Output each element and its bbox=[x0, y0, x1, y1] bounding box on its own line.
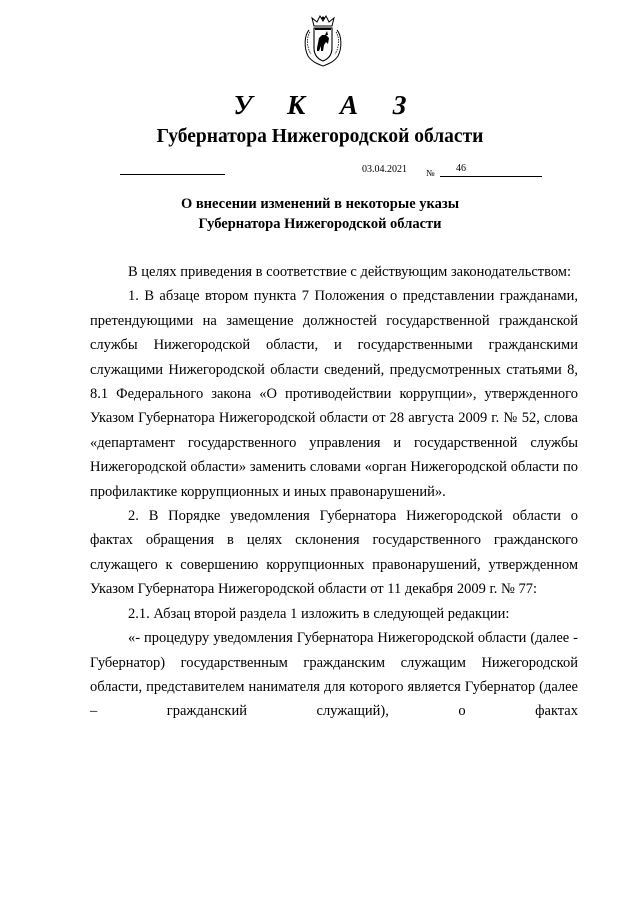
issuer-title: Губернатора Нижегородской области bbox=[156, 126, 484, 147]
number-line bbox=[440, 176, 542, 177]
paragraph-2: 2. В Порядке уведомления Губернатора Нижегородской области о фактах обращения в целях склонения государственного гражданского служащего к совершению коррупционных правонарушений, утвержденном Указом Губернатора Нижегородской области от 11 декабря 2009 г. № 77: bbox=[90, 508, 578, 598]
subject-line-2: Губернатора Нижегородской области bbox=[198, 216, 442, 232]
paragraph-quote: «- процедуру уведомления Губернатора Нижегородской области (далее - Губернатор) государственным гражданским служащим Нижегородской области, представителем нанимателя для которого является Губернатор (далее – гражданский служащий), о фактах bbox=[90, 630, 578, 720]
document-type-title: У К А З bbox=[233, 90, 421, 120]
document-date: 03.04.2021 bbox=[362, 164, 407, 175]
signature-date-line bbox=[120, 174, 225, 175]
document-body bbox=[90, 260, 578, 724]
paragraph-1: 1. В абзаце втором пункта 7 Положения о представлении гражданами, претендующими на замещение должностей государственной гражданской службы Нижегородской области, и государственными гражданскими служащими Нижегородской области сведений, предусмотренных статьями 8, 8.1 Федерального закона «О противодействии коррупции», утвержденного Указом Губернатора Нижегородской области от 28 августа 2009 г. № 52, слова «департамент государственного управления и государственной службы Нижегородской области» заменить словами «орган Нижегородской области по профилактике коррупционных и иных правонарушений». bbox=[90, 288, 578, 500]
paragraph-preamble: В целях приведения в соответствие с действующим законодательством: bbox=[128, 264, 572, 280]
coat-of-arms-icon bbox=[302, 14, 344, 68]
subject-line-1: О внесении изменений в некоторые указы bbox=[180, 196, 460, 212]
document-subject bbox=[0, 194, 640, 234]
document-number: 46 bbox=[456, 163, 466, 174]
number-sign: № bbox=[426, 168, 435, 178]
paragraph-2-1: 2.1. Абзац второй раздела 1 изложить в следующей редакции: bbox=[128, 605, 510, 622]
